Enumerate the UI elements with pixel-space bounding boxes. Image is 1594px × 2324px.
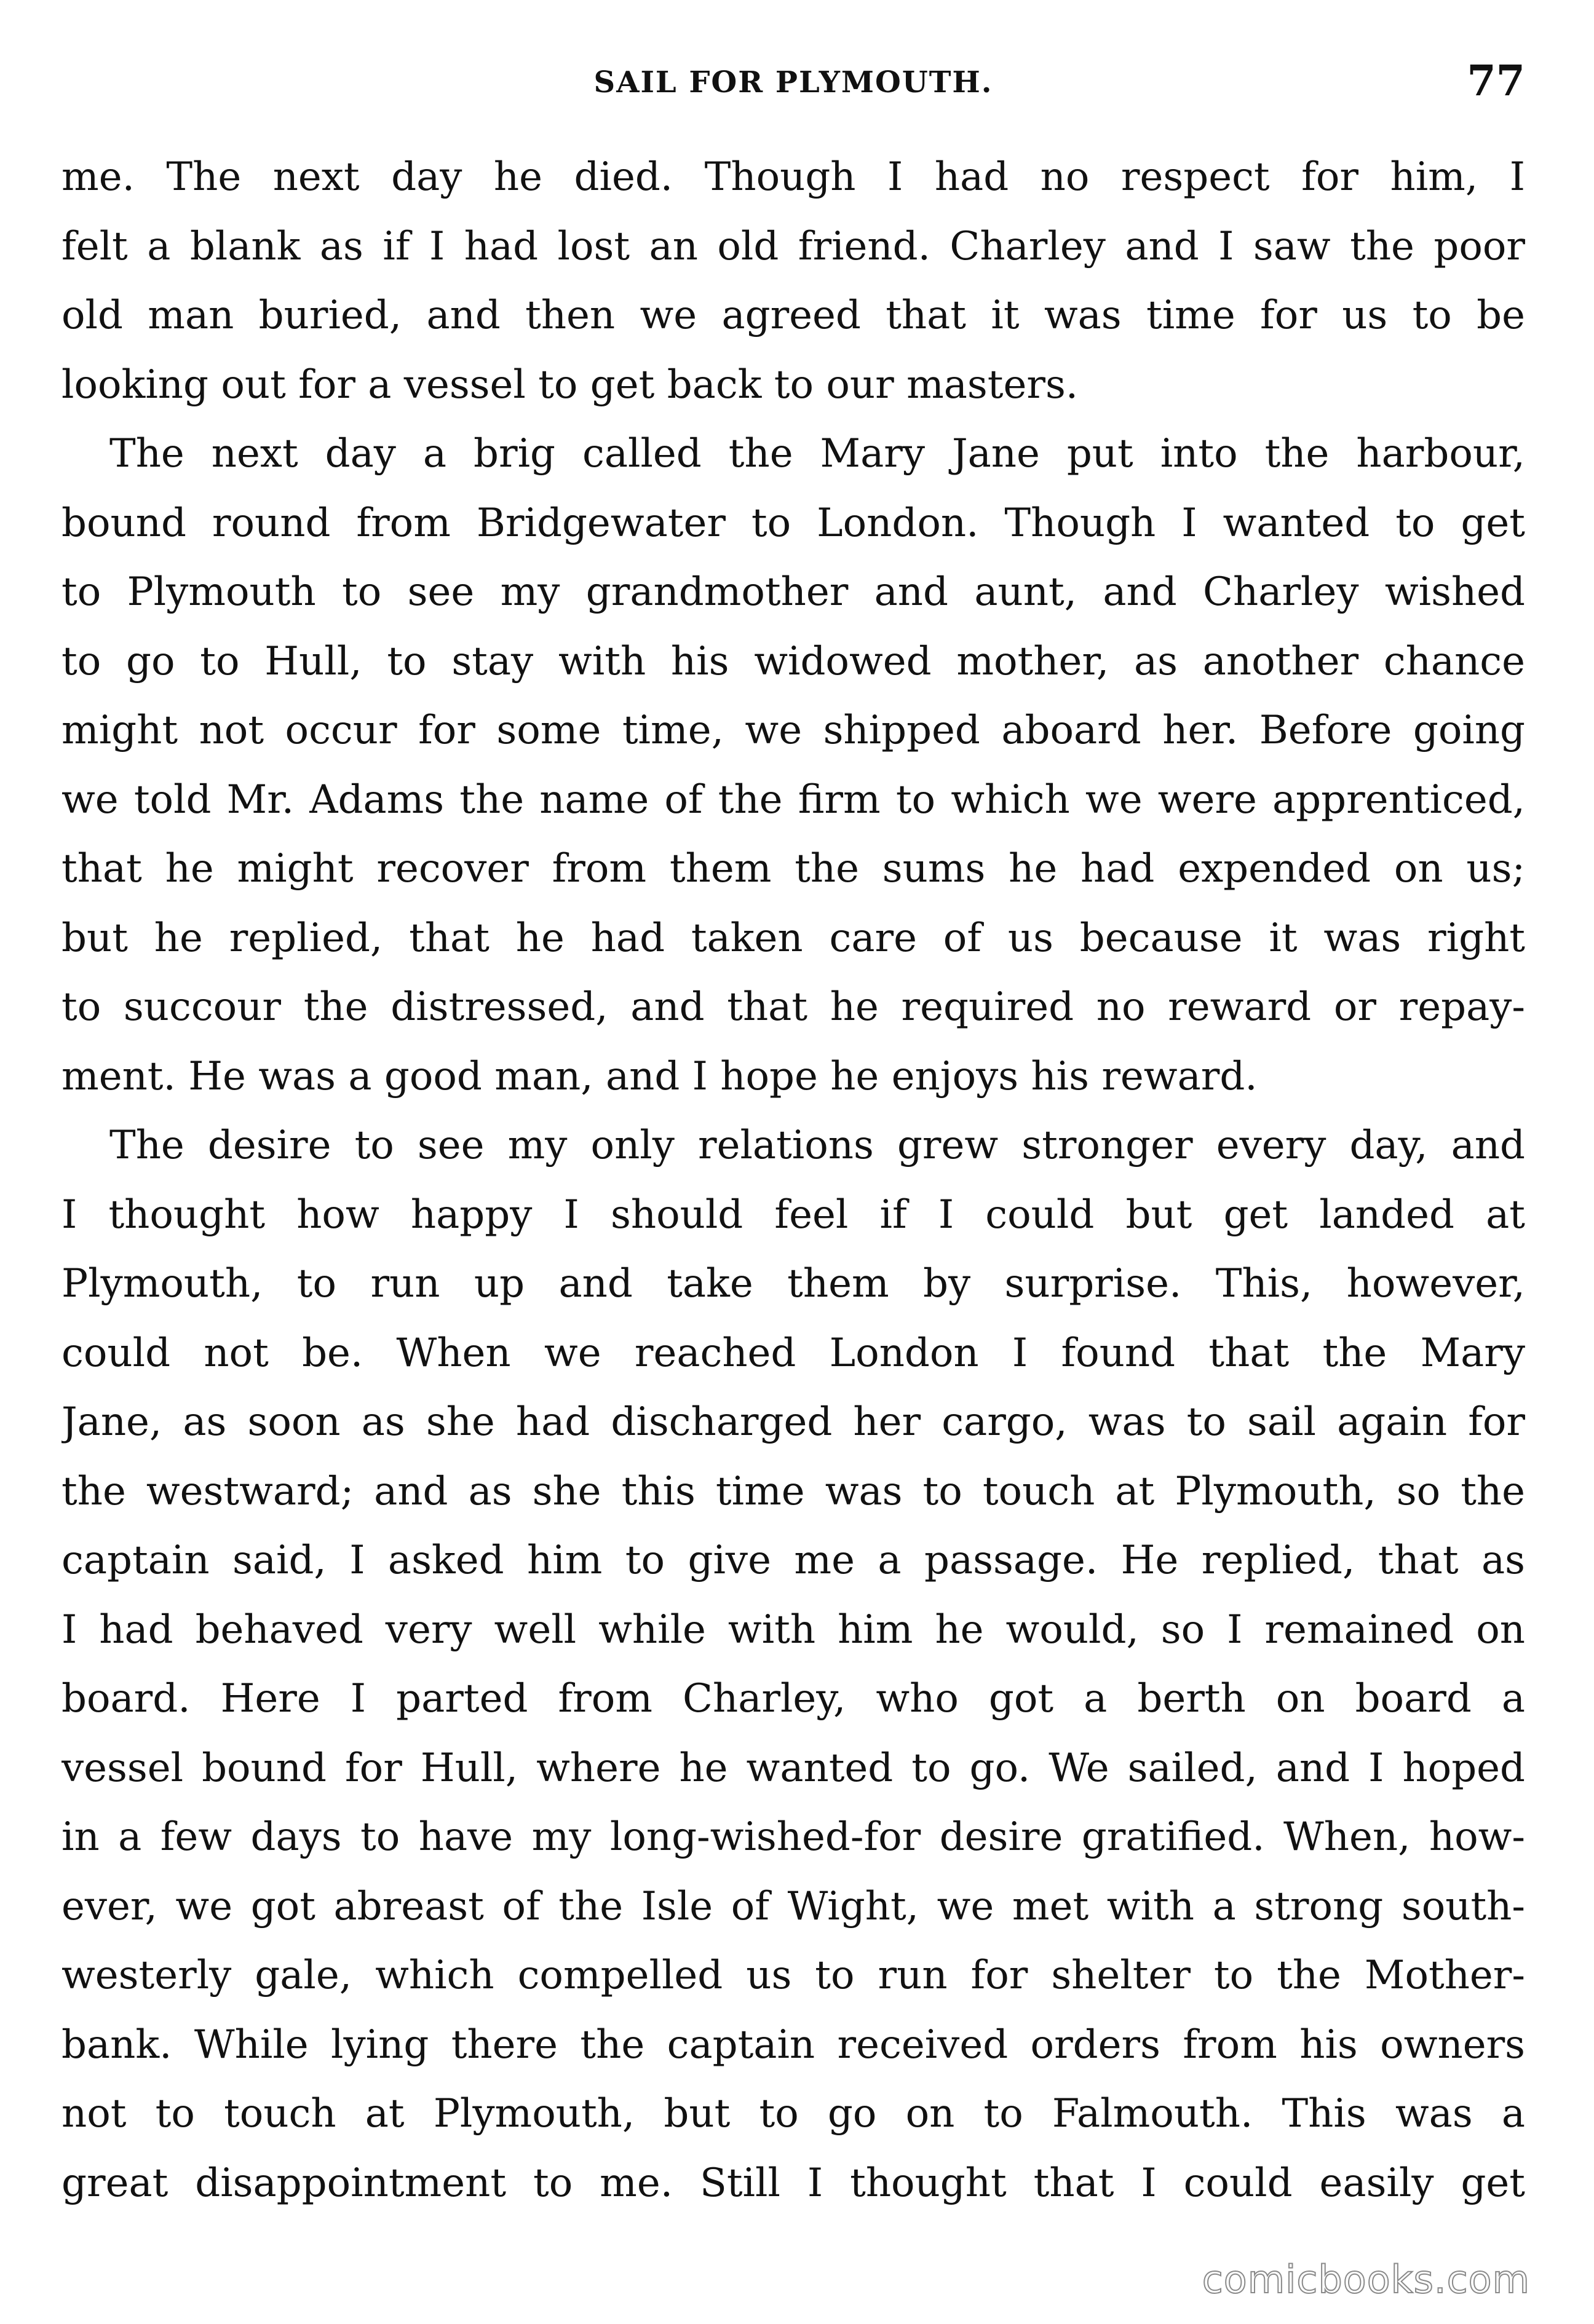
- text-line: could not be. When we reached London I found that the Mary: [61, 1330, 1525, 1376]
- text-line: not to touch at Plymouth, but to go on to Falmouth. This was a: [61, 2091, 1525, 2136]
- text-line: board. Here I parted from Charley, who got a berth on board a: [61, 1676, 1525, 1721]
- running-head: [61, 57, 1525, 112]
- text-line: The next day a brig called the Mary Jane put into the harbour,: [109, 431, 1525, 476]
- text-line: the westward; and as she this time was to touch at Plymouth, so the: [61, 1468, 1525, 1514]
- text-line: to go to Hull, to stay with his widowed mother, as another chance: [61, 638, 1525, 684]
- text-line: I had behaved very well while with him he would, so I remained on: [61, 1607, 1525, 1653]
- watermark: comicbooks.com: [1202, 2257, 1530, 2302]
- text-line: vessel bound for Hull, where he wanted to go. We sailed, and I hoped: [61, 1745, 1525, 1791]
- text-line: me. The next day he died. Though I had no respect for him, I: [61, 154, 1525, 200]
- text-line: ment. He was a good man, and I hope he enjoys his reward.: [61, 1053, 1258, 1099]
- text-line: we told Mr. Adams the name of the firm to which we were apprenticed,: [61, 777, 1525, 823]
- text-line: bank. While lying there the captain received orders from his owners: [61, 2022, 1525, 2068]
- text-line: The desire to see my only relations grew stronger every day, and: [109, 1123, 1525, 1168]
- text-line: might not occur for some time, we shipped aboard her. Before going: [61, 708, 1525, 753]
- text-line: in a few days to have my long-wished-for desire gratified. When, how-: [61, 1814, 1525, 1860]
- text-line: to succour the distressed, and that he required no reward or repay-: [61, 984, 1525, 1030]
- text-line: Plymouth, to run up and take them by surprise. This, however,: [61, 1261, 1525, 1306]
- text-line: I thought how happy I should feel if I could but get landed at: [61, 1192, 1525, 1238]
- text-line: felt a blank as if I had lost an old friend. Charley and I saw the poor: [61, 223, 1525, 269]
- text-line: great disappointment to me. Still I thought that I could easily get: [61, 2160, 1525, 2206]
- running-head-title: SAIL FOR PLYMOUTH.: [593, 65, 993, 100]
- page-number: 77: [1467, 57, 1525, 106]
- text-line: westerly gale, which compelled us to run for shelter to the Mother-: [61, 1953, 1525, 1998]
- text-line: ever, we got abreast of the Isle of Wight, we met with a strong south-: [61, 1883, 1525, 1929]
- text-line: bound round from Bridgewater to London. Though I wanted to get: [61, 500, 1525, 546]
- text-line: looking out for a vessel to get back to our masters.: [61, 362, 1079, 408]
- text-line: captain said, I asked him to give me a passage. He replied, that as: [61, 1538, 1525, 1583]
- text-line: but he replied, that he had taken care of us because it was right: [61, 915, 1525, 961]
- text-line: old man buried, and then we agreed that it was time for us to be: [61, 293, 1525, 338]
- text-line: to Plymouth to see my grandmother and aunt, and Charley wished: [61, 569, 1525, 615]
- text-line: that he might recover from them the sums he had expended on us;: [61, 846, 1525, 891]
- body-text: [61, 143, 1525, 2218]
- text-line: Jane, as soon as she had discharged her cargo, was to sail again for: [61, 1399, 1525, 1445]
